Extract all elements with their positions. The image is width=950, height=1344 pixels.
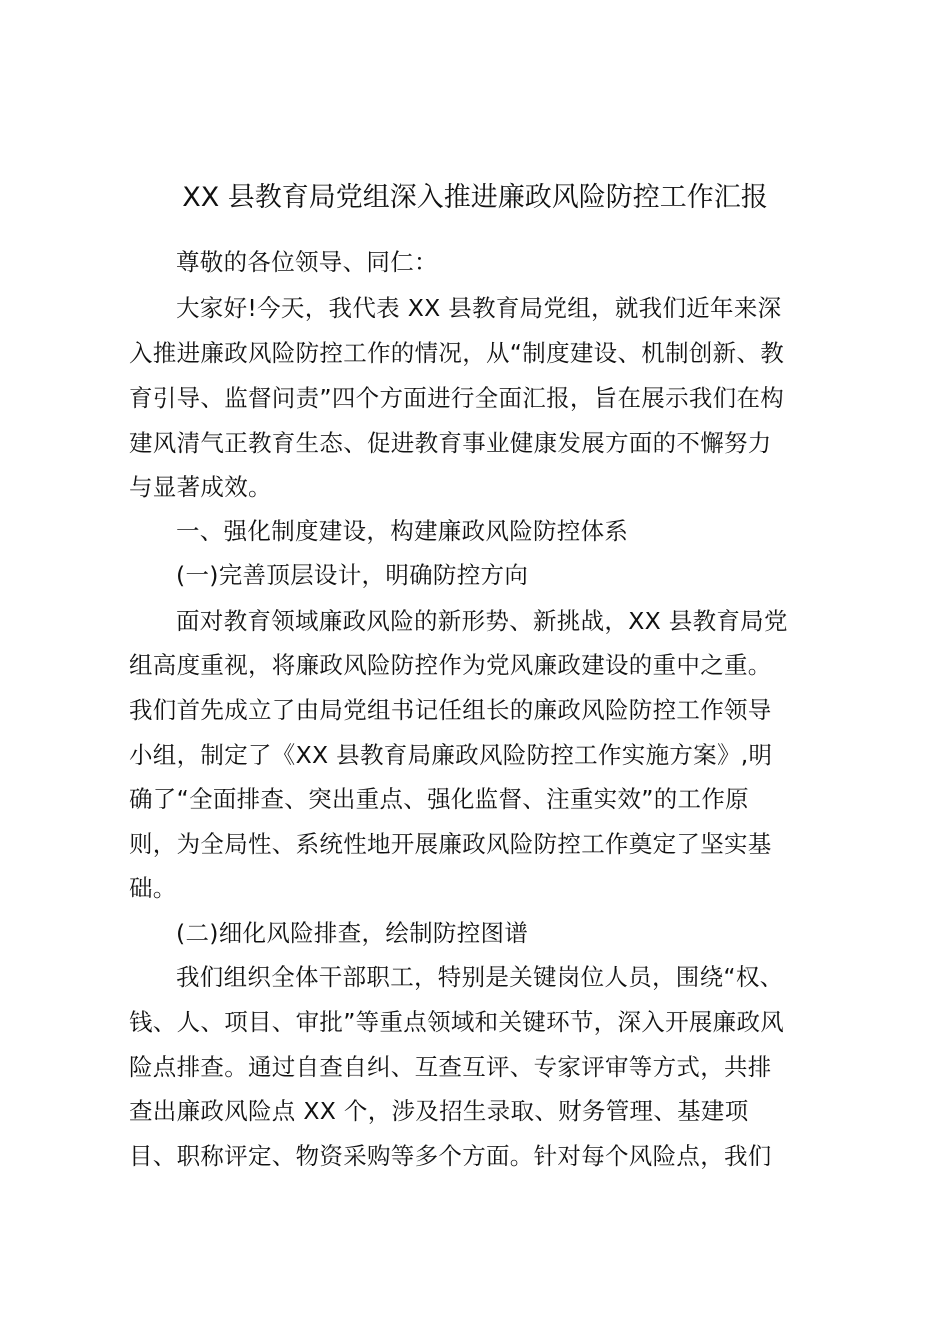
paragraph-line: 育引导、监督问责”四个方面进行全面汇报，旨在展示我们在构 (129, 384, 785, 412)
salutation: 尊敬的各位领导、同仁： (176, 248, 438, 276)
subsection-heading: (一)完善顶层设计，明确防控方向 (176, 561, 529, 589)
paragraph-line: 险点排查。通过自查自纠、互查互评、专家评审等方式，共排 (129, 1053, 772, 1081)
paragraph-line: 小组，制定了《XX 县教育局廉政风险防控工作实施方案》,明 (129, 741, 773, 769)
paragraph-line: 查出廉政风险点 XX 个，涉及招生录取、财务管理、基建项 (129, 1097, 749, 1125)
paragraph-line: 建风清气正教育生态、促进教育事业健康发展方面的不懈努力 (129, 429, 772, 457)
paragraph-line: 入推进廉政风险防控工作的情况，从“制度建设、机制创新、教 (129, 339, 785, 367)
paragraph-line: 础。 (129, 874, 177, 902)
subsection-heading: (二)细化风险排查，绘制防控图谱 (176, 919, 529, 947)
paragraph-line: 面对教育领域廉政风险的新形势、新挑战，XX 县教育局党 (176, 607, 788, 635)
paragraph-line: 目、职称评定、物资采购等多个方面。针对每个风险点，我们 (129, 1142, 772, 1170)
paragraph-line: 我们首先成立了由局党组书记任组长的廉政风险防控工作领导 (129, 696, 772, 724)
document-title: XX 县教育局党组深入推进廉政风险防控工作汇报 (182, 182, 768, 213)
paragraph-line: 钱、人、项目、审批”等重点领域和关键环节，深入开展廉政风 (129, 1008, 785, 1036)
paragraph-line: 则，为全局性、系统性地开展廉政风险防控工作奠定了坚实基 (129, 830, 772, 858)
paragraph-line: 确了“全面排查、突出重点、强化监督、注重实效”的工作原 (129, 785, 749, 813)
paragraph-line: 我们组织全体干部职工，特别是关键岗位人员，围绕“权、 (176, 963, 784, 991)
paragraph-line: 组高度重视，将廉政风险防控作为党风廉政建设的重中之重。 (129, 651, 772, 679)
paragraph-line: 大家好!今天，我代表 XX 县教育局党组，就我们近年来深 (176, 294, 782, 322)
paragraph-line: 与显著成效。 (129, 473, 272, 501)
section-heading: 一、强化制度建设，构建廉政风险防控体系 (176, 517, 629, 545)
